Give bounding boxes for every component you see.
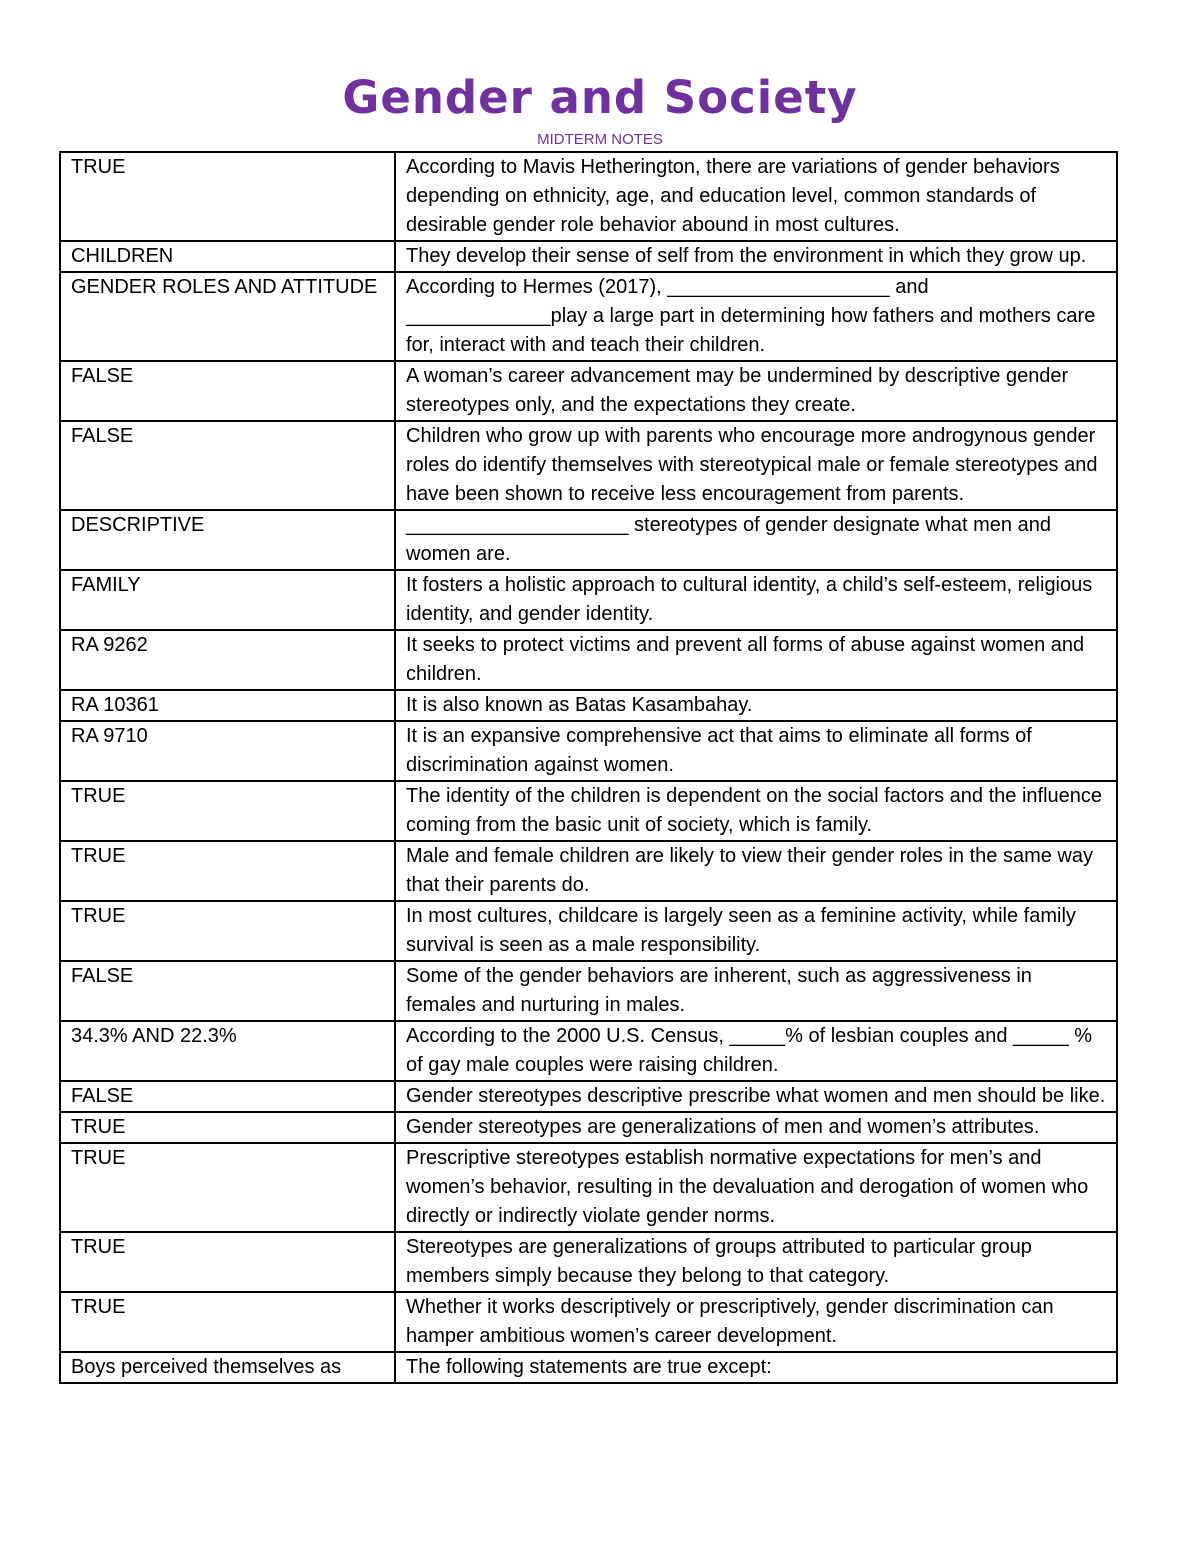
notes-table-body <box>60 152 1117 1383</box>
answer-cell: TRUE <box>60 152 395 241</box>
answer-cell: DESCRIPTIVE <box>60 510 395 570</box>
answer-cell: 34.3% AND 22.3% <box>60 1021 395 1081</box>
statement-cell: Male and female children are likely to view their gender roles in the same way that their parents do. <box>395 841 1117 901</box>
answer-cell: TRUE <box>60 1232 395 1292</box>
table-row <box>60 1143 1117 1232</box>
statement-cell: It fosters a holistic approach to cultural identity, a child’s self-esteem, religious identity, and gender identity. <box>395 570 1117 630</box>
statement-cell: The identity of the children is dependent on the social factors and the influence coming from the basic unit of society, which is family. <box>395 781 1117 841</box>
statement-cell: Gender stereotypes descriptive prescribe what women and men should be like. <box>395 1081 1117 1112</box>
table-row <box>60 241 1117 272</box>
statement-cell: They develop their sense of self from the environment in which they grow up. <box>395 241 1117 272</box>
answer-cell: Boys perceived themselves as <box>60 1352 395 1383</box>
table-row <box>60 152 1117 241</box>
answer-cell: RA 10361 <box>60 690 395 721</box>
table-row <box>60 1232 1117 1292</box>
answer-cell: TRUE <box>60 901 395 961</box>
document-subtitle: MIDTERM NOTES <box>537 131 663 148</box>
table-row <box>60 841 1117 901</box>
table-row <box>60 1352 1117 1383</box>
answer-cell: TRUE <box>60 1143 395 1232</box>
answer-cell: RA 9710 <box>60 721 395 781</box>
answer-cell: FALSE <box>60 361 395 421</box>
statement-cell: Some of the gender behaviors are inherent, such as aggressiveness in females and nurturing in males. <box>395 961 1117 1021</box>
table-row <box>60 421 1117 510</box>
answer-cell: GENDER ROLES AND ATTITUDE <box>60 272 395 361</box>
statement-cell: Gender stereotypes are generalizations of men and women’s attributes. <box>395 1112 1117 1143</box>
table-row <box>60 901 1117 961</box>
statement-cell: Prescriptive stereotypes establish normative expectations for men’s and women’s behavior, resulting in the devaluation and derogation of women who directly or indirectly violate gender norms. <box>395 1143 1117 1232</box>
statement-cell: According to Mavis Hetherington, there are variations of gender behaviors depending on ethnicity, age, and education level, common standards of desirable gender role behavior abound in most cultures. <box>395 152 1117 241</box>
answer-cell: FAMILY <box>60 570 395 630</box>
table-row <box>60 630 1117 690</box>
statement-cell: Children who grow up with parents who encourage more androgynous gender roles do identify themselves with stereotypical male or female stereotypes and have been shown to receive less encouragement from parents. <box>395 421 1117 510</box>
answer-cell: RA 9262 <box>60 630 395 690</box>
answer-cell: CHILDREN <box>60 241 395 272</box>
answer-cell: TRUE <box>60 1112 395 1143</box>
answer-cell: TRUE <box>60 781 395 841</box>
table-row <box>60 570 1117 630</box>
table-row <box>60 510 1117 570</box>
table-row <box>60 781 1117 841</box>
document-title: Gender and Society <box>342 71 858 124</box>
table-row <box>60 1021 1117 1081</box>
statement-cell: It is an expansive comprehensive act that aims to eliminate all forms of discrimination against women. <box>395 721 1117 781</box>
statement-cell: ____________________ stereotypes of gender designate what men and women are. <box>395 510 1117 570</box>
statement-cell: In most cultures, childcare is largely seen as a feminine activity, while family survival is seen as a male responsibility. <box>395 901 1117 961</box>
answer-cell: TRUE <box>60 1292 395 1352</box>
statement-cell: It seeks to protect victims and prevent all forms of abuse against women and children. <box>395 630 1117 690</box>
table-row <box>60 721 1117 781</box>
statement-cell: A woman’s career advancement may be undermined by descriptive gender stereotypes only, and the expectations they create. <box>395 361 1117 421</box>
answer-cell: FALSE <box>60 961 395 1021</box>
statement-cell: Whether it works descriptively or prescriptively, gender discrimination can hamper ambitious women’s career development. <box>395 1292 1117 1352</box>
statement-cell: It is also known as Batas Kasambahay. <box>395 690 1117 721</box>
table-row <box>60 361 1117 421</box>
statement-cell: According to Hermes (2017), ____________________ and _____________play a large part in determining how fathers and mothers care for, interact with and teach their children. <box>395 272 1117 361</box>
answer-cell: FALSE <box>60 1081 395 1112</box>
table-row <box>60 272 1117 361</box>
statement-cell: The following statements are true except: <box>395 1352 1117 1383</box>
notes-table <box>59 151 1118 1384</box>
table-row <box>60 961 1117 1021</box>
statement-cell: Stereotypes are generalizations of groups attributed to particular group members simply because they belong to that category. <box>395 1232 1117 1292</box>
table-row <box>60 1112 1117 1143</box>
table-row <box>60 690 1117 721</box>
table-row <box>60 1292 1117 1352</box>
table-row <box>60 1081 1117 1112</box>
answer-cell: TRUE <box>60 841 395 901</box>
statement-cell: According to the 2000 U.S. Census, _____% of lesbian couples and _____ % of gay male couples were raising children. <box>395 1021 1117 1081</box>
answer-cell: FALSE <box>60 421 395 510</box>
